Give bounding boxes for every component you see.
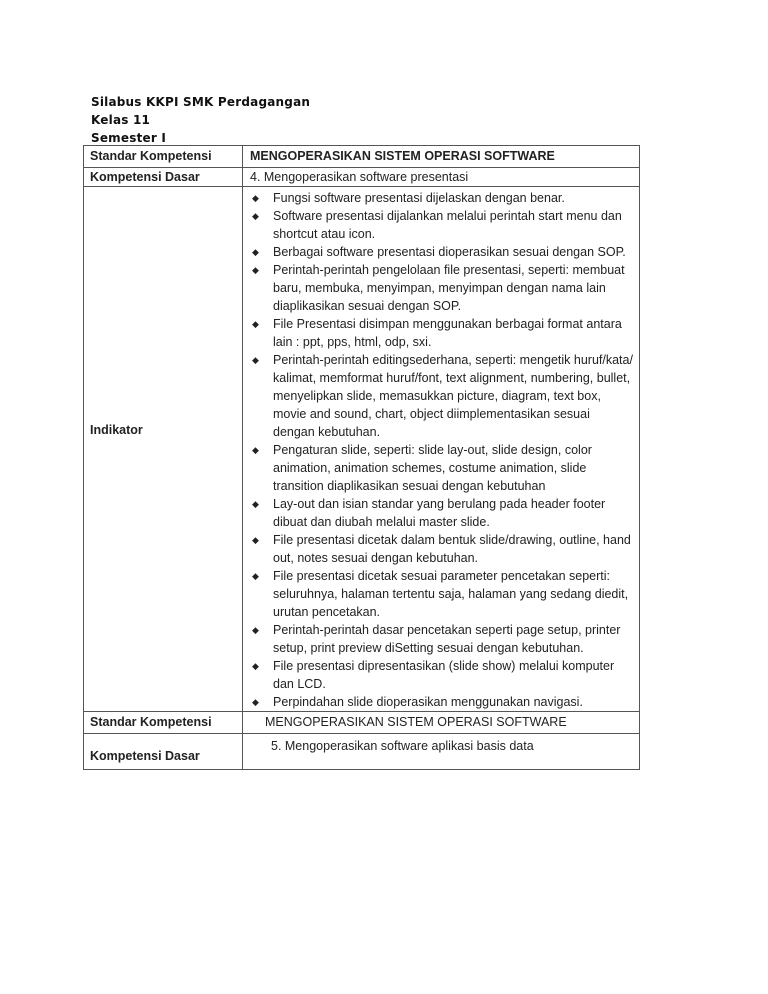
list-item	[252, 567, 635, 621]
bullet-icon: ◆	[252, 247, 259, 257]
list-item-text: File Presentasi disimpan menggunakan berbagai format antara lain : ppt, pps, html, odp, sxi.	[273, 317, 622, 349]
list-item-text: Perintah-perintah dasar pencetakan seperti page setup, printer setup, print preview diSetting sesuai dengan kebutuhan.	[273, 623, 621, 655]
list-item-text: Perpindahan slide dioperasikan menggunakan navigasi.	[273, 695, 583, 709]
indicator-cell	[243, 187, 640, 712]
list-item	[252, 207, 635, 243]
list-item-text: File presentasi dicetak dalam bentuk slide/drawing, outline, hand out, notes sesuai dengan kebutuhan.	[273, 533, 631, 565]
list-item	[252, 621, 635, 657]
list-item-text: File presentasi dipresentasikan (slide show) melalui komputer dan LCD.	[273, 659, 615, 691]
table-row	[84, 712, 640, 734]
table-row	[84, 187, 640, 712]
bullet-icon: ◆	[252, 211, 259, 221]
list-item-text: Berbagai software presentasi dioperasikan sesuai dengan SOP.	[273, 245, 626, 259]
list-item-text: Pengaturan slide, seperti: slide lay-out, slide design, color animation, animation schemes, costume animation, slide transition diaplikasikan sesuai dengan kebutuhan	[273, 443, 592, 493]
bullet-icon: ◆	[252, 535, 259, 545]
syllabus-table	[83, 145, 640, 770]
list-item	[252, 243, 635, 261]
bullet-icon: ◆	[252, 571, 259, 581]
bullet-icon: ◆	[252, 445, 259, 455]
list-item-text: Lay-out dan isian standar yang berulang pada header footer dibuat dan diubah melalui master slide.	[273, 497, 606, 529]
list-item	[252, 495, 635, 531]
table-row	[84, 168, 640, 187]
list-item	[252, 351, 635, 441]
list-item	[252, 657, 635, 693]
row-label: Indikator	[84, 187, 243, 712]
header-class: Kelas 11	[91, 113, 151, 127]
list-item	[252, 189, 635, 207]
bullet-icon: ◆	[252, 355, 259, 365]
list-item-text: Perintah-perintah pengelolaan file presentasi, seperti: membuat baru, membuka, menyimpan, menyimpan dengan nama lain diaplikasikan sesuai dengan SOP.	[273, 263, 625, 313]
row-value: 4. Mengoperasikan software presentasi	[243, 168, 640, 187]
row-label: Kompetensi Dasar	[84, 168, 243, 187]
list-item	[252, 441, 635, 495]
bullet-icon: ◆	[252, 193, 259, 203]
list-item	[252, 693, 635, 711]
list-item-text: Fungsi software presentasi dijelaskan dengan benar.	[273, 191, 565, 205]
list-item	[252, 315, 635, 351]
list-item-text: File presentasi dicetak sesuai parameter pencetakan seperti: seluruhnya, halaman tertentu saja, halaman yang sedang diedit, urutan pencetakan.	[273, 569, 629, 619]
row-label: Standar Kompetensi	[84, 146, 243, 168]
bullet-icon: ◆	[252, 265, 259, 275]
row-value: 5. Mengoperasikan software aplikasi basis data	[243, 734, 640, 770]
list-item-text: Software presentasi dijalankan melalui perintah start menu dan shortcut atau icon.	[273, 209, 622, 241]
bullet-icon: ◆	[252, 319, 259, 329]
indicator-list	[243, 187, 639, 711]
document-header	[91, 93, 310, 147]
row-label: Kompetensi Dasar	[84, 734, 243, 770]
list-item-text: Perintah-perintah editingsederhana, seperti: mengetik huruf/kata/ kalimat, memformat huruf/font, text alignment, numbering, bullet, menyelipkan slide, memasukkan picture, diagram, text box, movie and sound, chart, object diimplementasikan sesuai dengan kebutuhan.	[273, 353, 633, 439]
row-value: MENGOPERASIKAN SISTEM OPERASI SOFTWARE	[243, 712, 640, 734]
bullet-icon: ◆	[252, 661, 259, 671]
list-item	[252, 531, 635, 567]
bullet-icon: ◆	[252, 625, 259, 635]
row-value: MENGOPERASIKAN SISTEM OPERASI SOFTWARE	[243, 146, 640, 168]
bullet-icon: ◆	[252, 499, 259, 509]
row-label: Standar Kompetensi	[84, 712, 243, 734]
table-row	[84, 146, 640, 168]
list-item	[252, 261, 635, 315]
table-row	[84, 734, 640, 770]
bullet-icon: ◆	[252, 697, 259, 707]
header-title: Silabus KKPI SMK Perdagangan	[91, 95, 311, 109]
header-semester: Semester I	[91, 131, 167, 145]
